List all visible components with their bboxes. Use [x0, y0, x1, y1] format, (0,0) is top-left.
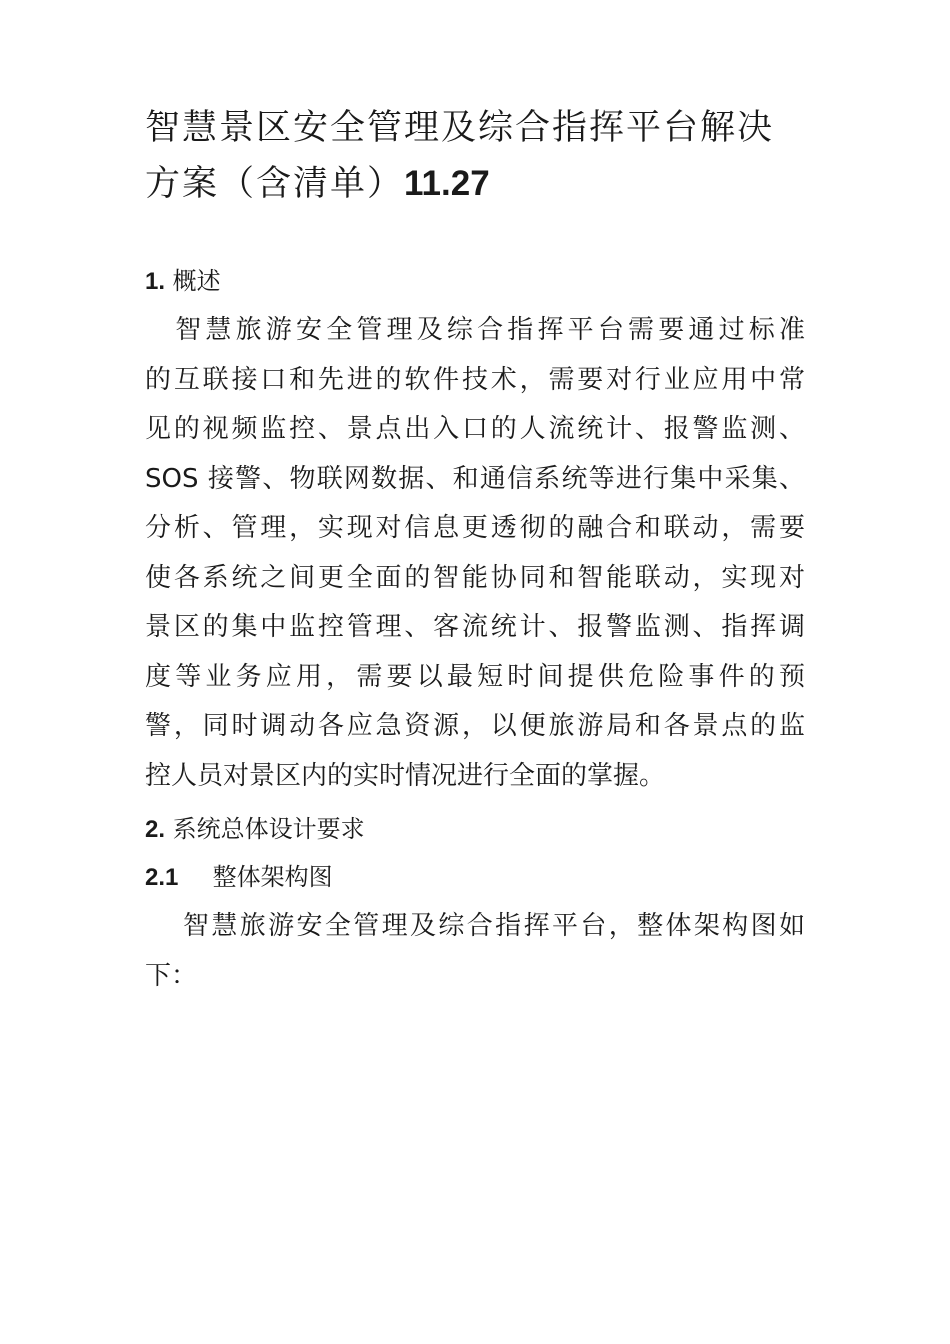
subsection-heading-architecture	[145, 860, 333, 895]
paragraph-line: 智慧旅游安全管理及综合指挥平台需要通过标准	[145, 315, 805, 345]
paragraph-line: 度等业务应用，需要以最短时间提供危险事件的预	[145, 661, 805, 692]
title-line-1: 智慧景区安全管理及综合指挥平台解决	[145, 108, 775, 148]
paragraph-line: 控人员对景区内的实时情况进行全面的掌握。	[145, 760, 666, 791]
overview-paragraph	[145, 306, 805, 801]
paragraph-line: 见的视频监控、景点出入口的人流统计、报警监测、	[145, 414, 805, 444]
title-line-2-number: 11.27	[404, 164, 490, 203]
paragraph-line: 智慧旅游安全管理及综合指挥平台，整体架构图如	[183, 911, 805, 941]
subsection-number: 2.1	[145, 864, 179, 891]
section-number: 1.	[145, 268, 166, 295]
section-label: 系统总体设计要求	[172, 815, 365, 843]
section-number: 2.	[145, 816, 166, 843]
section-heading-design-requirements	[145, 812, 365, 847]
paragraph-line: 的互联接口和先进的软件技术，需要对行业应用中常	[145, 364, 805, 395]
paragraph-line: 使各系统之间更全面的智能协同和智能联动，实现对	[145, 562, 805, 593]
paragraph-line: 分析、管理，实现对信息更透彻的融合和联动，需要	[145, 513, 805, 543]
paragraph-line: 下：	[145, 960, 198, 991]
section-heading-overview	[145, 264, 221, 299]
document-title	[145, 100, 805, 212]
paragraph-line: 景区的集中监控管理、客流统计、报警监测、指挥调	[145, 612, 805, 642]
section-label: 概述	[172, 267, 221, 295]
title-line-2-text: 方案（含清单）	[145, 164, 405, 204]
architecture-paragraph	[145, 902, 805, 1001]
paragraph-line: 警，同时调动各应急资源，以便旅游局和各景点的监	[145, 711, 805, 741]
paragraph-line: SOS 接警、物联网数据、和通信系统等进行集中采集、	[145, 463, 805, 494]
subsection-label: 整体架构图	[212, 863, 333, 891]
